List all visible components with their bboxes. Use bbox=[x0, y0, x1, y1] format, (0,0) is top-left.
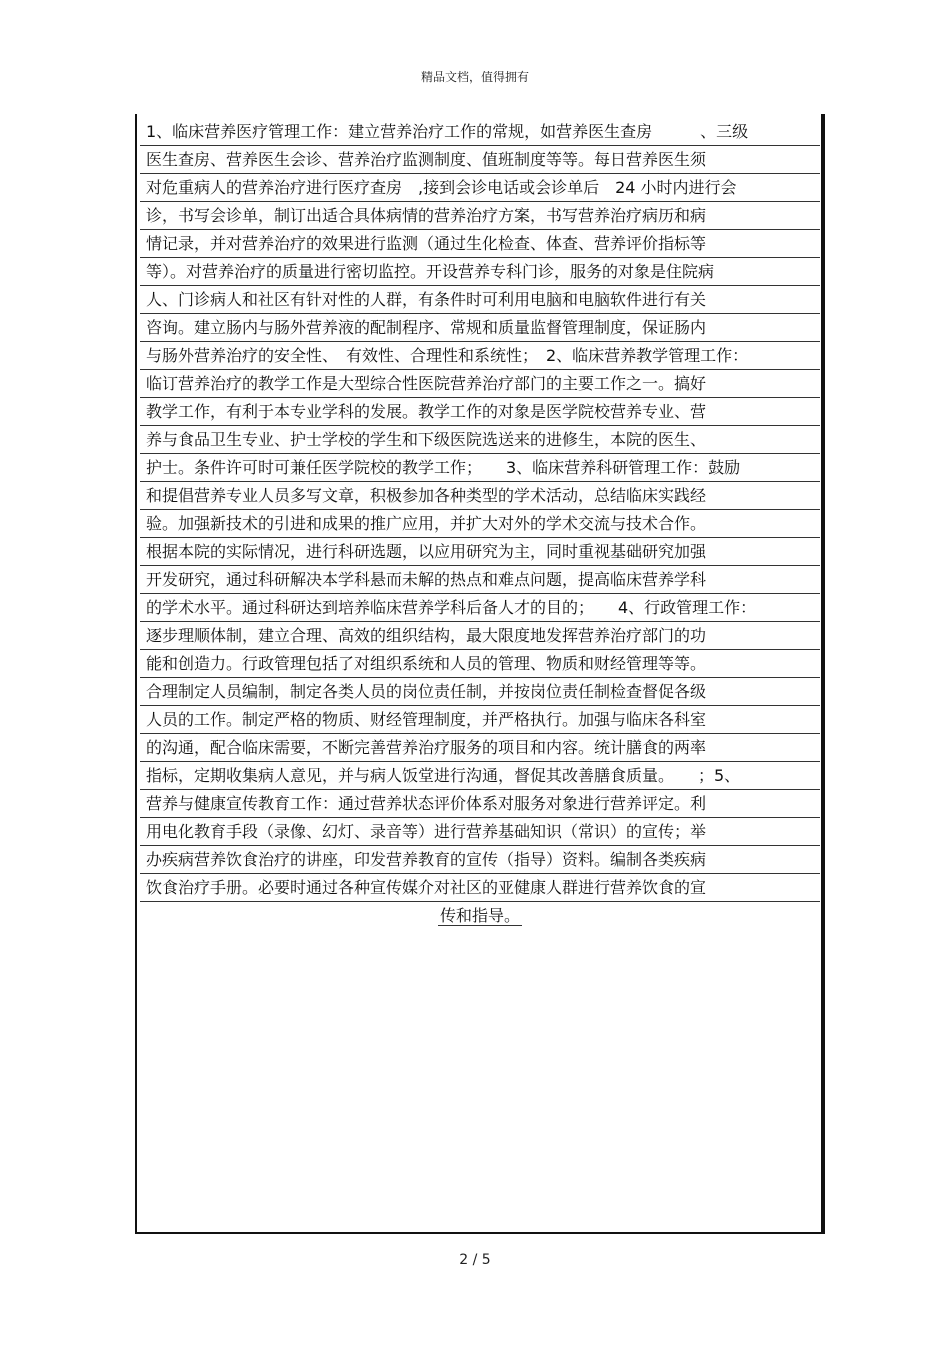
text-line: 饮食治疗手册。必要时通过各种宣传媒介对社区的亚健康人群进行营养饮食的宣 bbox=[140, 874, 820, 902]
text-line: 教学工作，有利于本专业学科的发展。教学工作的对象是医学院校营养专业、营 bbox=[140, 398, 820, 426]
text-line: 人员的工作。制定严格的物质、财经管理制度，并严格执行。加强与临床各科室 bbox=[140, 706, 820, 734]
text-line: 护士。条件许可时可兼任医学院校的教学工作； 3、临床营养科研管理工作：鼓励 bbox=[140, 454, 820, 482]
text-line: 对危重病人的营养治疗进行医疗查房 ,接到会诊电话或会诊单后 24 小时内进行会 bbox=[140, 174, 820, 202]
text-line: 与肠外营养治疗的安全性、 有效性、合理性和系统性； 2、临床营养教学管理工作： bbox=[140, 342, 820, 370]
text-line: 等）。对营养治疗的质量进行密切监控。开设营养专科门诊，服务的对象是住院病 bbox=[140, 258, 820, 286]
text-line: 开发研究，通过科研解决本学科悬而未解的热点和难点问题，提高临床营养学科 bbox=[140, 566, 820, 594]
text-line: 能和创造力。行政管理包括了对组织系统和人员的管理、物质和财经管理等等。 bbox=[140, 650, 820, 678]
text-line: 营养与健康宣传教育工作：通过营养状态评价体系对服务对象进行营养评定。利 bbox=[140, 790, 820, 818]
text-line: 的学术水平。通过科研达到培养临床营养学科后备人才的目的； 4、行政管理工作： bbox=[140, 594, 820, 622]
text-line-final bbox=[140, 902, 820, 930]
text-line: 验。加强新技术的引进和成果的推广应用，并扩大对外的学术交流与技术合作。 bbox=[140, 510, 820, 538]
text-line: 咨询。建立肠内与肠外营养液的配制程序、常规和质量监督管理制度，保证肠内 bbox=[140, 314, 820, 342]
text-line: 人、门诊病人和社区有针对性的人群，有条件时可利用电脑和电脑软件进行有关 bbox=[140, 286, 820, 314]
page-header: 精品文档，值得拥有 bbox=[420, 70, 529, 84]
text-line: 办疾病营养饮食治疗的讲座，印发营养教育的宣传（指导）资料。编制各类疾病 bbox=[140, 846, 820, 874]
text-line: 1、临床营养医疗管理工作：建立营养治疗工作的常规，如营养医生查房 、三级 bbox=[140, 118, 820, 146]
text-line: 和提倡营养专业人员多写文章，积极参加各种类型的学术活动，总结临床实践经 bbox=[140, 482, 820, 510]
text-line: 的沟通，配合临床需要，不断完善营养治疗服务的项目和内容。统计膳食的两率 bbox=[140, 734, 820, 762]
text-line: 养与食品卫生专业、护士学校的学生和下级医院选送来的进修生，本院的医生、 bbox=[140, 426, 820, 454]
text-line: 情记录，并对营养治疗的效果进行监测（通过生化检查、体查、营养评价指标等 bbox=[140, 230, 820, 258]
text-line: 指标，定期收集病人意见，并与病人饭堂进行沟通，督促其改善膳食质量。 ；5、 bbox=[140, 762, 820, 790]
text-line: 诊，书写会诊单，制订出适合具体病情的营养治疗方案，书写营养治疗病历和病 bbox=[140, 202, 820, 230]
text-line: 合理制定人员编制，制定各类人员的岗位责任制，并按岗位责任制检查督促各级 bbox=[140, 678, 820, 706]
text-line: 用电化教育手段（录像、幻灯、录音等）进行营养基础知识（常识）的宣传；举 bbox=[140, 818, 820, 846]
text-line: 根据本院的实际情况，进行科研选题，以应用研究为主，同时重视基础研究加强 bbox=[140, 538, 820, 566]
text-line: 逐步理顺体制，建立合理、高效的组织结构，最大限度地发挥营养治疗部门的功 bbox=[140, 622, 820, 650]
text-line: 医生查房、营养医生会诊、营养治疗监测制度、值班制度等等。每日营养医生须 bbox=[140, 146, 820, 174]
text-line: 临订营养治疗的教学工作是大型综合性医院营养治疗部门的主要工作之一。搞好 bbox=[140, 370, 820, 398]
body-text bbox=[140, 118, 820, 930]
page-number: 2 / 5 bbox=[459, 1252, 491, 1268]
final-text: 传和指导。 bbox=[439, 906, 520, 925]
